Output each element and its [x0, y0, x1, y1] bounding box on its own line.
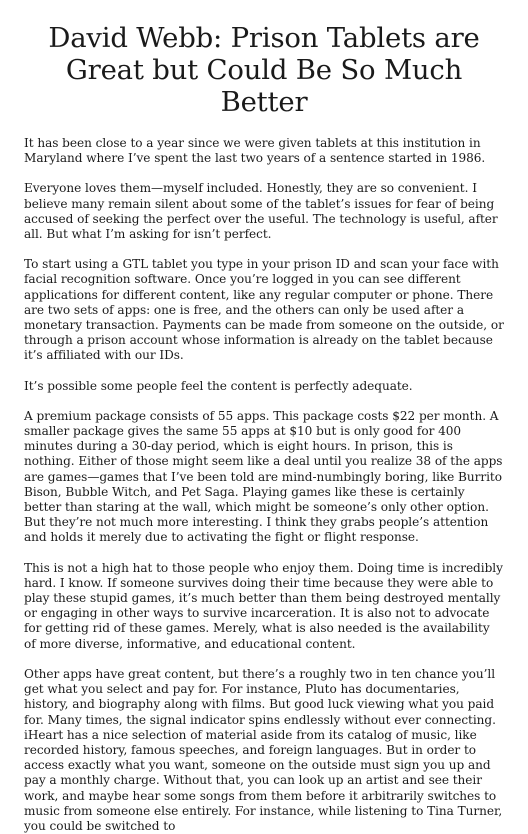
- article-paragraph-6: This is not a high hat to those people who enjoy them. Doing time is incredibly hard. I know. If someone survives doing their time because they were able to play these stupid games, it’s much better than them being destroyed mentally or engaging in other ways to survive incarceration. It is also not to advocate for getting rid of these games. Merely, what is also needed is the availability of more diverse, informative, and educational content.: [24, 560, 503, 651]
- article-paragraph-1: It has been close to a year since we were given tablets at this institution in Maryland where I’ve spent the last two years of a sentence started in 1986.: [24, 136, 486, 166]
- article-paragraph-4: It’s possible some people feel the content is perfectly adequate.: [24, 378, 413, 393]
- article-paragraph-3: To start using a GTL tablet you type in your prison ID and scan your face with facial recognition software. Once you’re logged in you can see different applications for different content, like any regular computer or phone. There are two sets of apps: one is free, and the others can only be used after a monetary transaction. Payments can be made from someone on the outside, or through a prison account whose information is already on the tablet because it’s affiliated with our IDs.: [24, 257, 504, 363]
- article-paragraph-5: A premium package consists of 55 apps. This package costs $22 per month. A smaller package gives the same 55 apps at $10 but is only good for 400 minutes during a 30-day period, which is eight hours. In prison, this is nothing. Either of those might seem like a deal until you realize 38 of the apps are games—games that I’ve been told are mind-numbingly boring, like Burrito Bison, Bubble Witch, and Pet Saga. Playing games like these is certainly better than staring at the wall, which might be someone’s only other option. But they’re not much more interesting. I think they grabs people’s attention and holds it merely due to activating the fight or flight response.: [24, 408, 503, 545]
- article-title: David Webb: Prison Tablets are Great but Could Be So Much Better: [48, 22, 480, 118]
- article-paragraph-7: Other apps have great content, but there’s a roughly two in ten chance you’ll get what you select and pay for. For instance, Pluto has documentaries, history, and biography along with films. But good luck viewing what you paid for. Many times, the signal indicator spins endlessly without ever connecting. iHeart has a nice selection of material aside from its catalog of music, like recorded history, famous speeches, and foreign languages. But in order to access exactly what you want, someone on the outside must sign you up and pay a monthly charge. Without that, you can look up an artist and see their work, and maybe hear some songs from them before it arbitrarily switches to music from someone else entirely. For instance, while listening to Tina Turner, you could be switched to: [24, 666, 503, 833]
- article-paragraph-2: Everyone loves them—myself included. Honestly, they are so convenient. I believe many remain silent about some of the tablet’s issues for fear of being accused of seeking the perfect over the useful. The technology is useful, after all. But what I’m asking for isn’t perfect.: [24, 181, 498, 242]
